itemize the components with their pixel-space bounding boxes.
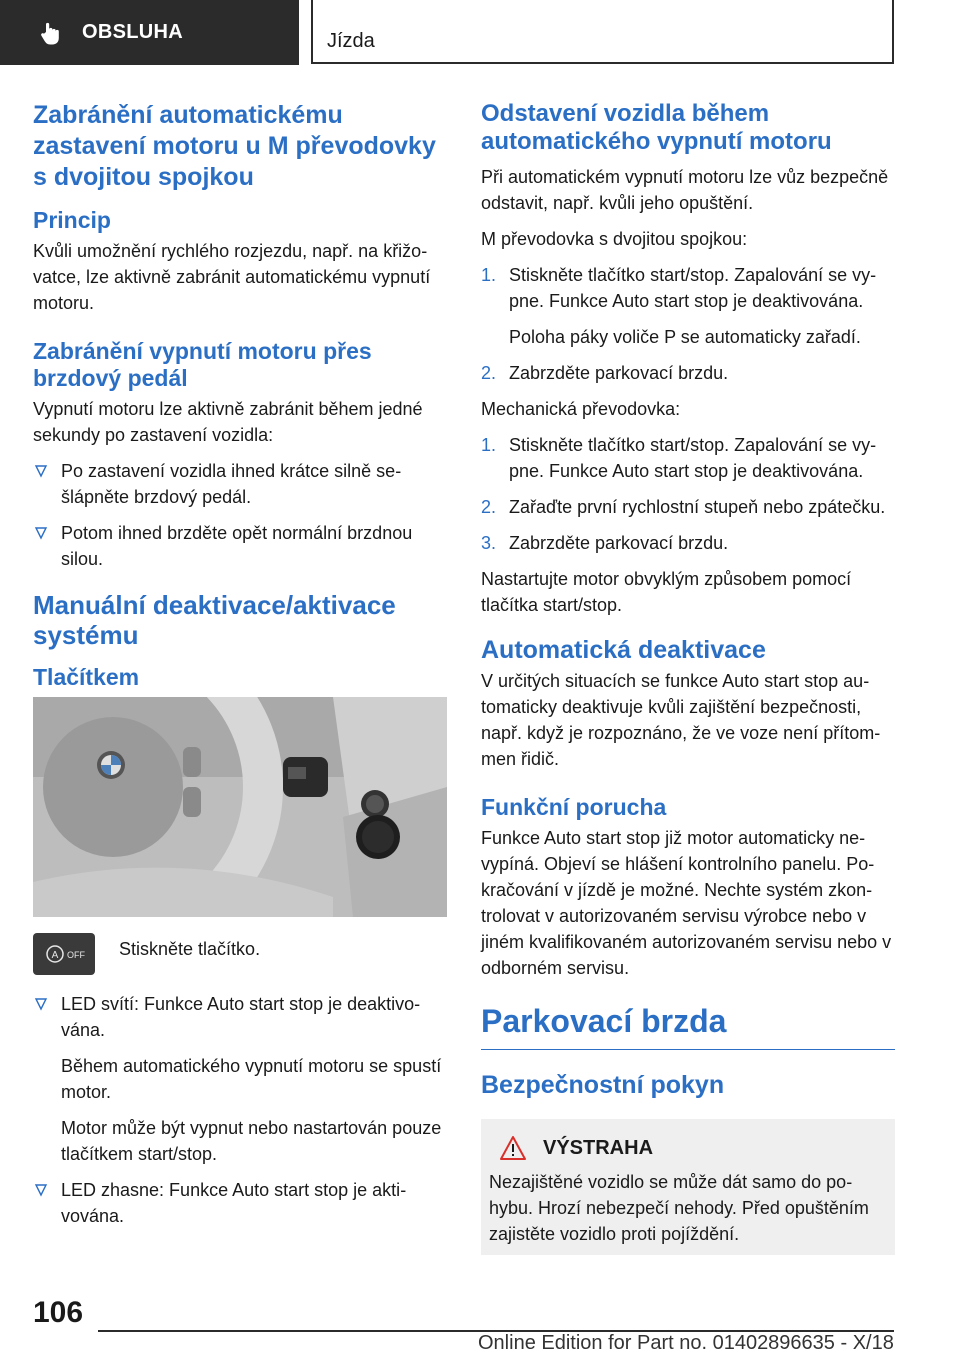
step-text: Zabrzděte parkovací brzdu. [509, 533, 729, 553]
auto-heading: Automatická deaktivace [481, 636, 766, 664]
auto-text: V určitých situacích se funkce Auto start stop automaticky deaktivuje kvůli zajištění bezpečnosti, např. když je rozpoznáno, že ve voze není přítommen řidič. [481, 671, 881, 769]
dct-label: M převodovka s dvojitou spojkou: [481, 229, 748, 249]
triangle-bullet-icon [33, 996, 49, 1012]
button-icon-text: OFF [67, 950, 85, 960]
princip-text: Kvůli umožnění rychlého rozjezdu, např. na křižovatce, lze aktivně zabránit automatickému vypnutí motoru. [33, 241, 431, 313]
step-text: Stiskněte tlačítko start/stop. Zapalování se vypne. Funkce Auto start stop je deaktivována. [509, 435, 877, 481]
page-header [0, 0, 960, 66]
park-heading: Odstavení vozidla během automatického vypnutí motoru [481, 100, 832, 155]
park-text: Při automatickém vypnutí motoru lze vůz bezpečně odstavit, např. kvůli jeho opuštění. [481, 167, 889, 213]
step-text: Zařaďte první rychlostní stupeň nebo zpátečku. [509, 497, 886, 517]
list-item [33, 991, 447, 1043]
list-item-text: Po zastavení vozidla ihned krátce silně sešlápněte brzdový pedál. [61, 461, 402, 507]
princip-heading: Princip [33, 207, 111, 233]
warning-header [499, 1135, 885, 1161]
list-item [33, 1177, 447, 1229]
section-tab [0, 0, 299, 65]
list-item [481, 432, 895, 484]
step-number: 1. [481, 265, 497, 285]
step-number: 2. [481, 363, 497, 383]
brake-heading: Zabránění vypnutí motoru přes brzdový pedál [33, 338, 372, 391]
step-number: 1. [481, 435, 497, 455]
section-tab-label: OBSLUHA [82, 21, 183, 43]
warning-title: VÝSTRAHA [543, 1136, 654, 1159]
edition-text: Online Edition for Part no. 01402896635 - X/18 [478, 1332, 894, 1354]
manual-label: Mechanická převodovka: [481, 399, 681, 419]
step-text: Zabrzděte parkovací brzdu. [509, 363, 729, 383]
list-item [481, 262, 895, 314]
steering-wheel-photo [33, 697, 447, 917]
triangle-bullet-icon [33, 1182, 49, 1198]
list-item [481, 494, 895, 520]
brake-text: Vypnutí motoru lze aktivně zabránit během jedné sekundy po zastavení vozidla: [33, 399, 423, 445]
list-item [481, 360, 895, 386]
list-item [33, 520, 447, 572]
triangle-bullet-icon [33, 463, 49, 479]
dct-sub: Poloha páky voliče P se automaticky zařadí. [509, 327, 861, 347]
list-item-text: LED svítí: Funkce Auto start stop je deaktivována. [61, 994, 421, 1040]
step-text: Stiskněte tlačítko start/stop. Zapalování se vypne. Funkce Auto start stop je deaktivována. [509, 265, 877, 311]
hand-icon [38, 20, 64, 46]
chapter-tab-label: Jízda [327, 30, 375, 52]
left-column [33, 100, 447, 1239]
safety-heading: Bezpečnostní pokyn [481, 1071, 725, 1099]
button-instruction [33, 933, 447, 975]
list-item [33, 458, 447, 510]
press-button-text: Stiskněte tlačítko. [119, 939, 261, 959]
parking-title: Parkovací brzda [481, 1003, 895, 1050]
step-number: 3. [481, 533, 497, 553]
led-sub-2: Motor může být vypnut nebo nastartován pouze tlačítkem start/stop. [61, 1118, 442, 1164]
list-item-text: LED zhasne: Funkce Auto start stop je aktivována. [61, 1180, 407, 1226]
warning-text: Nezajištěné vozidlo se může dát samo do pohybu. Hrozí nebezpečí nehody. Před opuštěním zajistěte vozidlo proti pojíždění. [489, 1172, 869, 1244]
left-title: Zabránění automatickému zastavení motoru u M převodovky s dvojitou spojkou [33, 101, 436, 191]
warning-icon [499, 1135, 527, 1161]
auto-start-stop-button-icon [33, 933, 95, 975]
list-item [481, 530, 895, 556]
fault-heading: Funkční porucha [481, 794, 667, 820]
page-number: 106 [33, 1296, 84, 1329]
led-sub-1: Během automatického vypnutí motoru se spustí motor. [61, 1056, 442, 1102]
warning-box [481, 1119, 895, 1255]
manual-heading: Manuální deaktivace/aktivace systému [33, 590, 396, 650]
svg-text:A: A [51, 950, 59, 961]
button-heading: Tlačítkem [33, 664, 140, 690]
triangle-bullet-icon [33, 525, 49, 541]
list-item-text: Potom ihned brzděte opět normální brzdnou silou. [61, 523, 413, 569]
right-column [481, 100, 895, 1255]
restart-text: Nastartujte motor obvyklým způsobem pomocí tlačítka start/stop. [481, 569, 852, 615]
chapter-tab [311, 0, 894, 64]
step-number: 2. [481, 497, 497, 517]
fault-text: Funkce Auto start stop již motor automaticky nevypíná. Objeví se hlášení kontrolního panelu. Pokračování v jízdě je možné. Nechte systém zkontrolovat v autorizovaném servisu výrobce nebo v jiném kvalifikovaném autorizovaném servisu nebo v odborném servisu. [481, 828, 892, 978]
